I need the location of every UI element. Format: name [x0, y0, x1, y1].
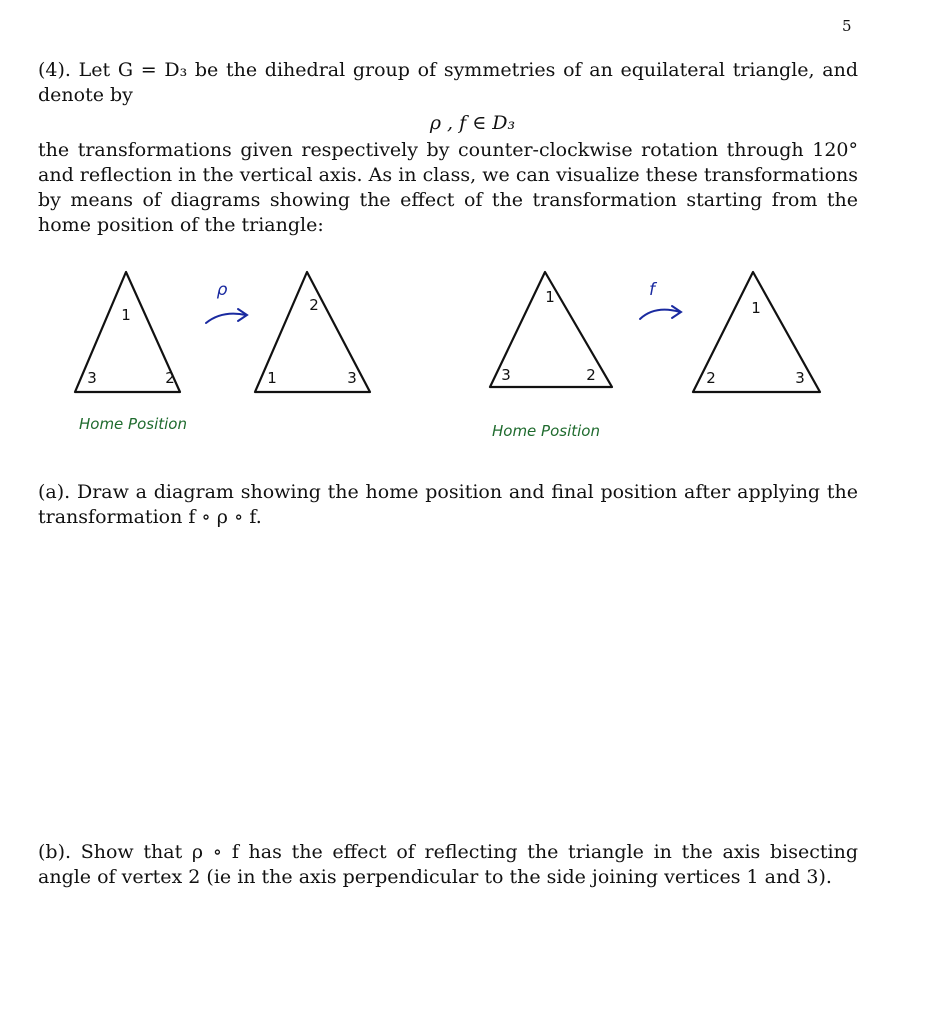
transformation-diagrams [0, 255, 945, 455]
vertex-label: 3 [501, 366, 511, 384]
vertex-label: 1 [121, 306, 131, 324]
vertex-label: 2 [706, 369, 716, 387]
problem-description: the transformations given respectively by counter-clockwise rotation through 120° and reflection in the vertical axis. As in class, we can visualize these transformations by means of diagrams showing the effect of the transformation starting from the home position of the triangle: [38, 139, 858, 236]
page-number: 5 [842, 17, 852, 35]
part-b: (b). Show that ρ ∘ f has the effect of reflecting the triangle in the axis bisecting angle of vertex 2 (ie in the axis perpendicular to the side joining vertices 1 and 3). [38, 841, 858, 888]
vertex-label: 2 [165, 369, 175, 387]
vertex-label: 2 [586, 366, 596, 384]
home-position-label: Home Position [491, 422, 601, 440]
vertex-label: 2 [309, 296, 319, 314]
vertex-label: 3 [795, 369, 805, 387]
math-display: ρ , f ∈ D₃ [429, 112, 516, 134]
vertex-label: 1 [545, 288, 555, 306]
problem-intro: (4). Let G = D₃ be the dihedral group of symmetries of an equilateral triangle, and denote by [38, 59, 858, 106]
home-position-label: Home Position [78, 415, 188, 433]
part-a: (a). Draw a diagram showing the home position and final position after applying the transformation f ∘ ρ ∘ f. [38, 481, 858, 528]
f-label: f [649, 280, 655, 300]
vertex-label: 1 [267, 369, 277, 387]
rho-arrow [206, 314, 246, 323]
vertex-label: 3 [87, 369, 97, 387]
vertex-label: 1 [751, 299, 761, 317]
rho-label: ρ [216, 280, 228, 300]
vertex-label: 3 [347, 369, 357, 387]
